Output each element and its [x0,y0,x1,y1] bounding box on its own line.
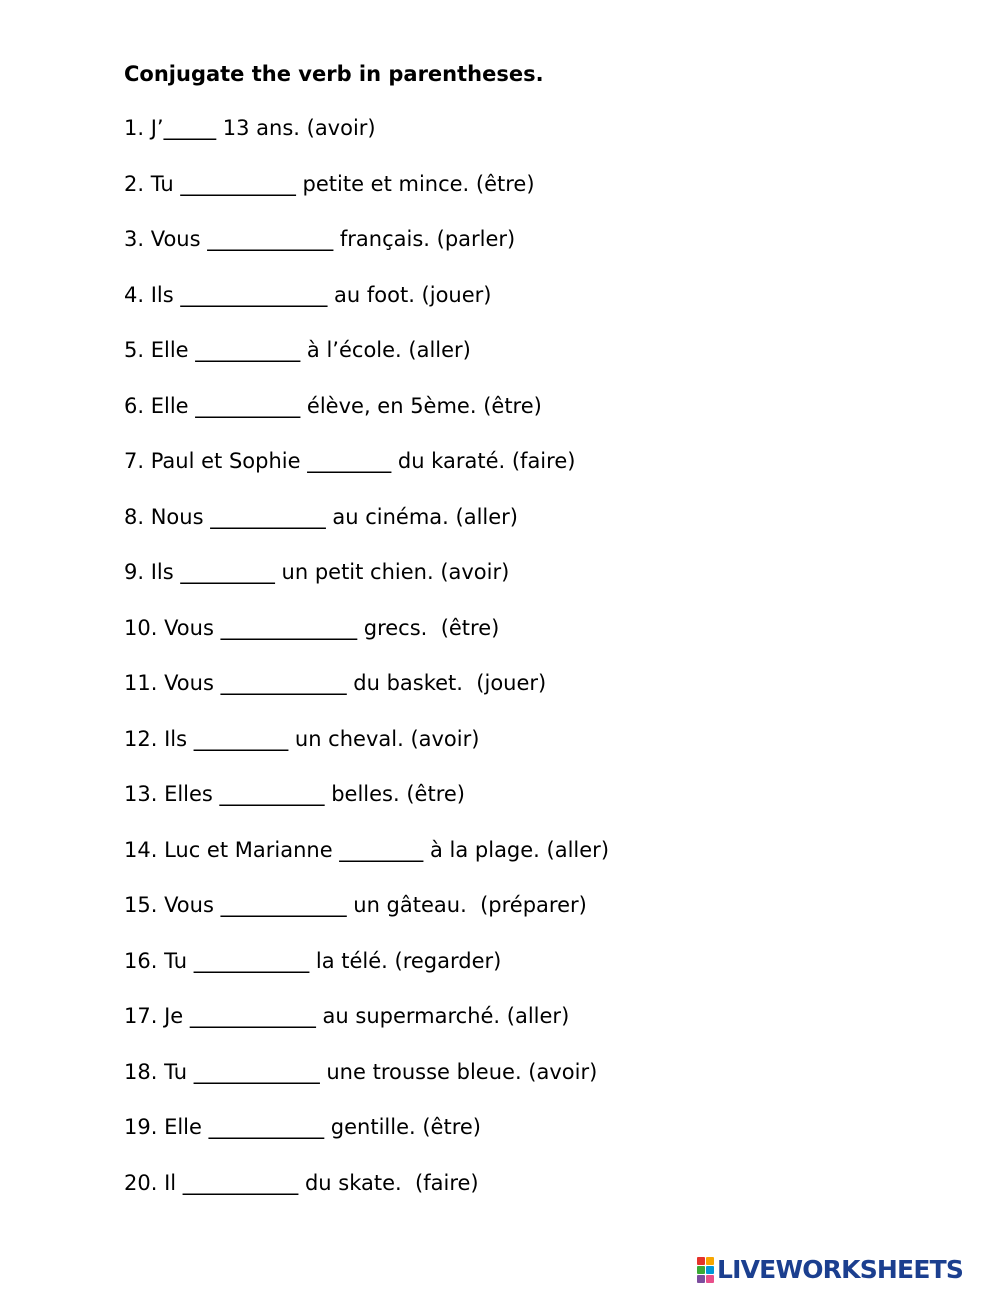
exercise-item: 8. Nous ___________ au cinéma. (aller) [124,504,518,529]
exercise-item: 16. Tu ___________ la télé. (regarder) [124,948,502,973]
logo-tile [697,1257,705,1265]
exercise-item: 1. J’_____ 13 ans. (avoir) [124,116,376,140]
instructions-heading: Conjugate the verb in parentheses. [124,62,544,86]
liveworksheets-logo [697,1256,963,1284]
exercise-item: 9. Ils _________ un petit chien. (avoir) [124,560,510,584]
exercise-item: 7. Paul et Sophie ________ du karaté. (faire) [124,449,576,473]
exercise-item: 15. Vous ____________ un gâteau. (préparer) [124,893,587,917]
logo-tile [706,1266,714,1274]
exercise-item: 4. Ils ______________ au foot. (jouer) [124,282,492,307]
exercise-item: 17. Je ____________ au supermarché. (aller) [124,1004,570,1028]
exercise-item: 14. Luc et Marianne ________ à la plage. (aller) [124,837,610,862]
exercise-item: 3. Vous ____________ français. (parler) [124,227,516,251]
exercise-item: 13. Elles __________ belles. (être) [124,782,465,806]
logo-text: LIVEWORKSHEETS [717,1255,964,1284]
exercise-item: 20. Il ___________ du skate. (faire) [124,1170,479,1195]
logo-tile [697,1266,705,1274]
exercise-item: 19. Elle ___________ gentille. (être) [124,1115,481,1139]
exercise-item: 18. Tu ____________ une trousse bleue. (avoir) [124,1059,598,1084]
exercise-item: 12. Ils _________ un cheval. (avoir) [124,726,480,751]
logo-tile [697,1275,705,1283]
logo-tile [706,1275,714,1283]
logo-tile [706,1257,714,1265]
exercise-item: 6. Elle __________ élève, en 5ème. (être) [124,393,542,418]
exercise-item: 2. Tu ___________ petite et mince. (être) [124,171,535,196]
exercise-item: 5. Elle __________ à l’école. (aller) [124,338,471,362]
liveworksheets-logo-icon [697,1257,714,1283]
exercise-list [124,114,609,1224]
exercise-item: 11. Vous ____________ du basket. (jouer) [124,671,547,695]
exercise-item: 10. Vous _____________ grecs. (être) [124,615,500,640]
